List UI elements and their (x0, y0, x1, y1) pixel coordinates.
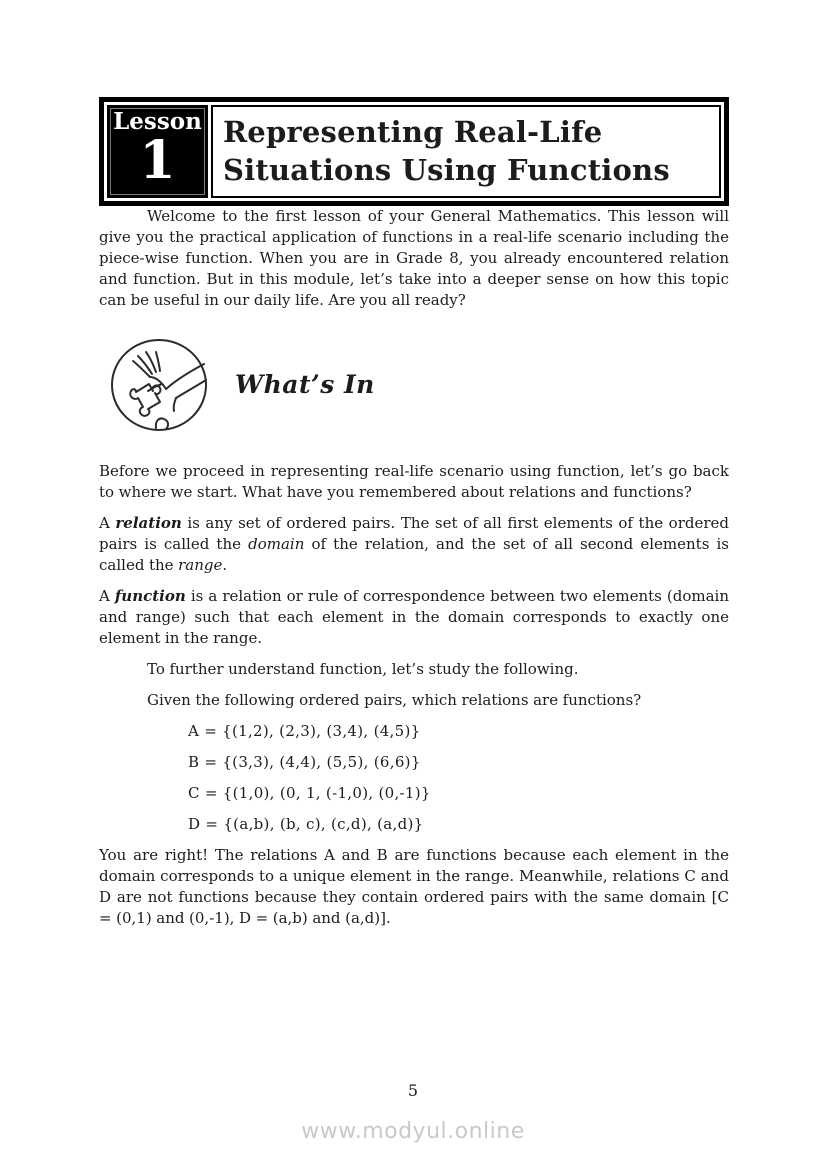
intro-paragraph: Welcome to the first lesson of your General Mathematics. This lesson will give you the practical application of functions in a real-life scenario including the piece-wise function. When you are in Grade 8, you already encountered relation and function. But in this module, let’s take into a deeper sense on how this topic can be useful in our daily life. Are you all ready? (99, 206, 729, 309)
relation-item-a: A = {(1,2), (2,3), (3,4), (4,5)} (188, 721, 421, 740)
watermark: www.modyul.online (301, 1119, 525, 1144)
relation-definition (99, 513, 729, 576)
lesson-title-cell (211, 105, 721, 198)
relation-list (99, 721, 729, 835)
function-definition (99, 586, 729, 649)
relation-item-b: B = {(3,3), (4,4), (5,5), (6,6)} (188, 752, 421, 771)
relation-item-c: C = {(1,0), (0, 1, (-1,0), (0,-1)} (188, 783, 431, 802)
lesson-number: 1 (139, 130, 176, 192)
study-prompt: To further understand function, let’s study the following. (147, 659, 579, 678)
whats-in-heading: What’s In (235, 370, 375, 400)
conclusion-paragraph: You are right! The relations A and B are functions because each element in the domain corresponds to a unique element in the range. Meanwhile, relations C and D are not functions because they contain ordered pairs with the same domain [C = (0,1) and (0,-1), D = (a,b) and (a,d)]. (99, 845, 729, 927)
lesson-title-line1: Representing Real-Life (223, 115, 603, 149)
relation-item-d: D = {(a,b), (b, c), (c,d), (a,d)} (188, 814, 424, 833)
relation-def-part2: is any set of ordered pairs. The set of all first elements of the ordered pairs is called the (99, 513, 729, 553)
lesson-label: Lesson (113, 108, 202, 135)
function-def-lead: A (99, 586, 115, 605)
lesson-title-line2: Situations Using Functions (223, 153, 670, 188)
hand-puzzle-icon (107, 337, 213, 433)
relation-def-part3: of the relation, and the set of all second elements is called the (99, 534, 730, 574)
whats-in-section (107, 337, 729, 433)
function-term: function (114, 586, 186, 605)
relation-term: relation (115, 513, 182, 532)
relation-def-lead: A (99, 513, 116, 532)
page-number: 5 (407, 1081, 419, 1100)
lesson-header-box (99, 97, 729, 206)
lesson-number-cell (107, 105, 208, 198)
range-term: range (178, 555, 223, 574)
page-content (99, 97, 729, 939)
function-def-part2: is a relation or rule of correspondence between two elements (domain and range) such that each element in the domain corresponds to exactly one element in the range. (99, 586, 729, 647)
relation-def-part4: . (222, 555, 228, 574)
given-prompt: Given the following ordered pairs, which relations are functions? (147, 690, 642, 709)
recall-paragraph: Before we proceed in representing real-life scenario using function, let’s go back to where we start. What have you remembered about relations and functions? (99, 461, 729, 501)
domain-term: domain (248, 534, 305, 553)
